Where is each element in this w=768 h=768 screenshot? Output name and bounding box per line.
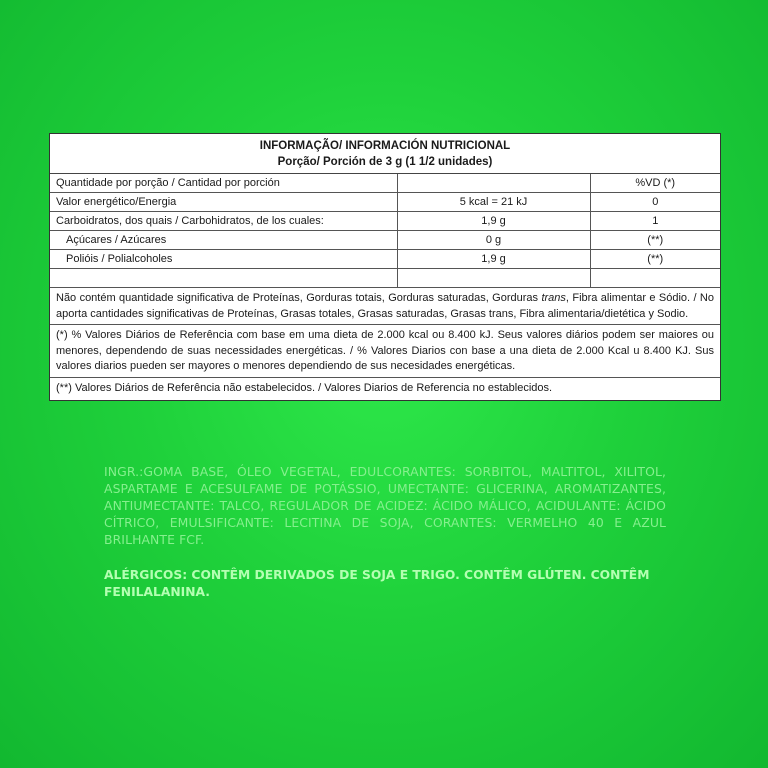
- nutrient-dv: (**): [590, 231, 720, 250]
- nutrient-label: Polióis / Polialcoholes: [50, 250, 397, 269]
- nutrient-label: Carboidratos, dos quais / Carbohidratos, de los cuales:: [50, 212, 397, 231]
- nutrient-dv: 0: [590, 193, 720, 212]
- table-row: [50, 193, 720, 212]
- table-row: [50, 212, 720, 231]
- nutrient-amount: 1,9 g: [397, 212, 590, 231]
- nutrition-facts-label: [49, 133, 721, 401]
- note-text: , Fibra alimentar e Sódio. / No aporta cantidades significativas de Proteínas, Grasas totales, Grasas saturadas, Grasas trans, Fibra alimentaria/dietética y Sodio.: [56, 292, 714, 320]
- note-daily-values: (*) % Valores Diários de Referência com base em uma dieta de 2.000 kcal ou 8.400 kJ. Seus valores diários podem ser maiores ou menores, dependendo de suas necessidades energéticas. / % Valores Diarios con base a una dieta de 2.000 Kcal u 8.400 KJ. Sus valores diarios pueden ser mayores o menores dependiendo de sus necesidades energéticas.: [50, 325, 720, 378]
- nutrient-label: Valor energético/Energia: [50, 193, 397, 212]
- column-header-quantity: Quantidade por porção / Cantidad por porción: [50, 174, 397, 193]
- nutrient-dv: 1: [590, 212, 720, 231]
- column-header-dv: %VD (*): [590, 174, 720, 193]
- portion-size: Porção/ Porción de 3 g (1 1/2 unidades): [277, 156, 493, 168]
- note-text-trans: trans: [541, 292, 566, 304]
- table-row: [50, 231, 720, 250]
- note-text: Não contém quantidade significativa de Proteínas, Gorduras totais, Gorduras saturadas, Gorduras: [56, 292, 542, 304]
- column-header-amount: [397, 174, 590, 193]
- table-row: [50, 250, 720, 269]
- note-not-significant: [50, 288, 720, 325]
- empty-cell: [50, 269, 397, 288]
- nutrition-header: [50, 134, 720, 174]
- nutrient-dv: (**): [590, 250, 720, 269]
- ingredients-text: INGR.:GOMA BASE, ÓLEO VEGETAL, EDULCORANTES: SORBITOL, MALTITOL, XILITOL, ASPARTAME E ACESULFAME DE POTÁSSIO, UMECTANTE: GLICERINA, AROMATIZANTES, ANTIUMECTANTE: TALCO, REGULADOR DE ACIDEZ: ÁCIDO MÁLICO, ACIDULANTE: ÁCIDO CÍTRICO, EMULSIFICANTE: LECITINA DE SOJA, CORANTES: VERMELHO 40 E AZUL BRILHANTE FCF.: [104, 464, 666, 547]
- nutrient-amount: 0 g: [397, 231, 590, 250]
- nutrition-title: INFORMAÇÃO/ INFORMACIÓN NUTRICIONAL: [259, 140, 511, 152]
- nutrient-label: Açúcares / Azúcares: [50, 231, 397, 250]
- nutrient-amount: 1,9 g: [397, 250, 590, 269]
- empty-cell: [397, 269, 590, 288]
- nutrition-table: [50, 174, 720, 288]
- table-header-row: [50, 174, 720, 193]
- nutrient-amount: 5 kcal = 21 kJ: [397, 193, 590, 212]
- allergens-text: ALÉRGICOS: CONTÊM DERIVADOS DE SOJA E TRIGO. CONTÊM GLÚTEN. CONTÊM FENILALANINA.: [104, 568, 650, 599]
- empty-cell: [590, 269, 720, 288]
- table-row-empty: [50, 269, 720, 288]
- note-not-established: (**) Valores Diários de Referência não estabelecidos. / Valores Diarios de Referencia no establecidos.: [56, 381, 553, 394]
